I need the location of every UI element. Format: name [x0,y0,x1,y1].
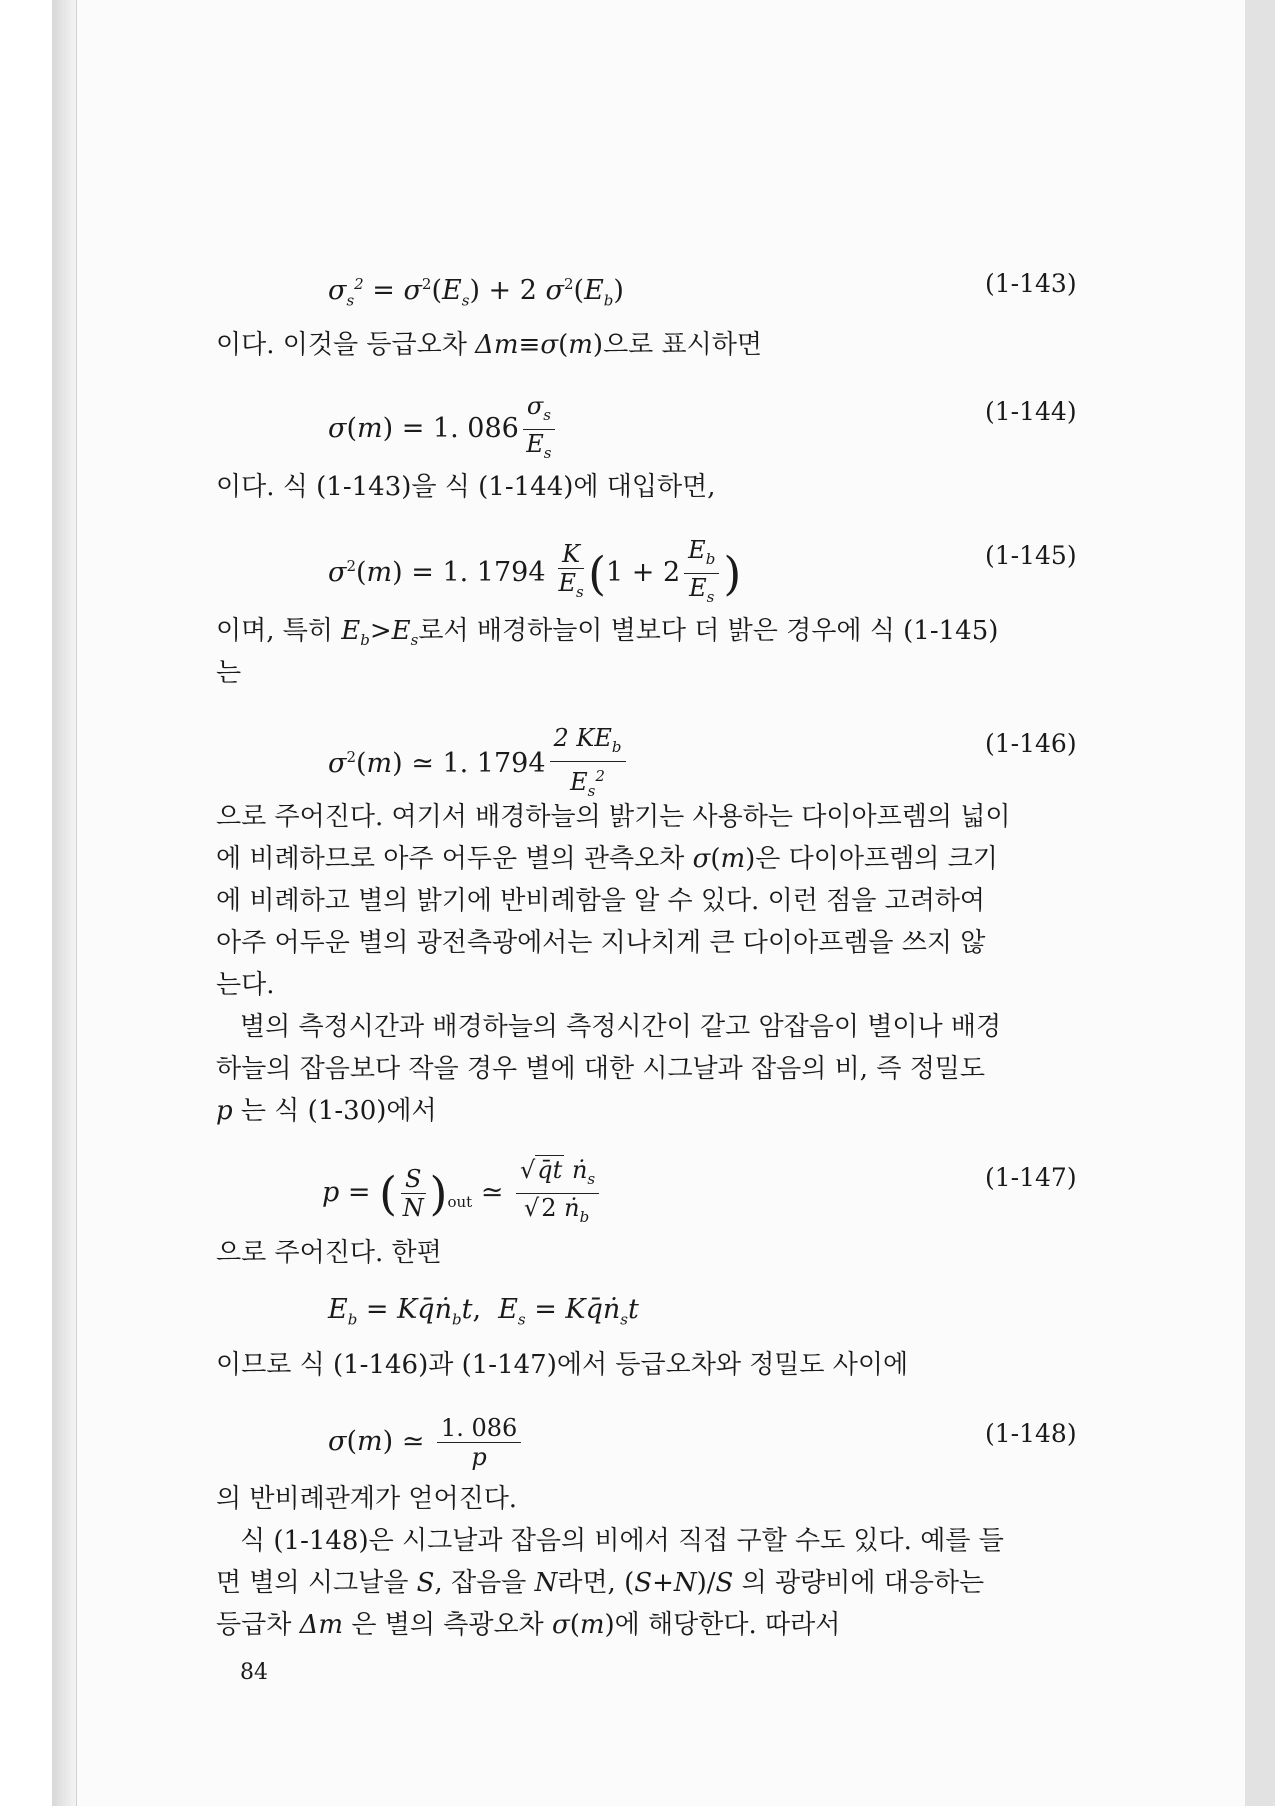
paragraph-line: 으로 주어진다. 여기서 배경하늘의 밝기는 사용하는 다이아프렘의 넓이 [216,802,1011,832]
paragraph-line: 이다. 식 (1-143)을 식 (1-144)에 대입하면, [216,472,716,502]
equation-1-144: σ(m) = 1. 086 $\frac{\sigma_s}{E_s}$ [328,392,559,467]
equation-number: (1-148) [985,1419,1077,1448]
paragraph-line: 으로 주어진다. 한편 [216,1238,442,1268]
paragraph-line: 등급차 Δm 은 별의 측광오차 σ(m)에 해당한다. 따라서 [216,1610,841,1640]
equation-number: (1-143) [985,269,1077,298]
paragraph-line: 하늘의 잡음보다 작을 경우 별에 대한 시그날과 잡음의 비, 즉 정밀도 [216,1054,986,1084]
equation-1-143: $\sigma_s^2 = \sigma^2(E_s) + 2$ $\sigma^2(E_b)$ [328,275,624,310]
paragraph-line: 의 반비례관계가 얻어진다. [216,1484,518,1514]
equation-number: (1-146) [985,729,1077,758]
paragraph-line: 이므로 식 (1-146)과 (1-147)에서 등급오차와 정밀도 사이에 [216,1350,909,1380]
paragraph-line: 별의 측정시간과 배경하늘의 측정시간이 같고 암잡음이 별이나 배경 [240,1012,1002,1042]
equation-1-145: $\sigma^2(m) = 1$. 1794 $\frac{K}{E_s}$ (1 + 2 $\frac{E_b}{E_s}$ ) [328,536,742,606]
paragraph-line: 이다. 이것을 등급오차 Δm≡σ(m)으로 표시하면 [216,330,763,360]
equation-inline: $E_b$ = Kq̄ṅ$_b$t, $E_s$ = Kq̄ṅ$_s$t [328,1294,639,1329]
paragraph-line: 에 비례하므로 아주 어두운 별의 관측오차 σ(m)은 다이아프렘의 크기 [216,844,998,874]
equation-1-146: $\sigma^2(m)$ ≃ 1. 1794 $\frac{2 KE_b}{E_s^2}$ [328,724,630,805]
paragraph-line: 는 [216,658,242,688]
paragraph-line: p 는 식 (1-30)에서 [216,1096,437,1126]
book-spine [52,0,76,1806]
equation-1-147: p = ( $\frac{S}{N}$ )$_{out}$ ≃ $\frac{√q̄t ṅ_s}{√2 ṅ_b}$ [322,1156,603,1231]
paragraph-line: 면 별의 시그날을 S, 잡음을 N라면, (S+N)/S 의 광량비에 대응하는 [216,1568,985,1598]
page-edge [1245,0,1275,1806]
equation-number: (1-144) [985,397,1077,426]
page-number: 84 [240,1660,268,1685]
paragraph-line: 에 비례하고 별의 밝기에 반비례함을 알 수 있다. 이런 점을 고려하여 [216,886,986,916]
paragraph-line: 이며, 특히 $E_b>E_s$로서 배경하늘이 별보다 더 밝은 경우에 식 (1-145) [216,616,999,650]
paragraph-line: 는다. [216,970,275,1000]
equation-1-148: σ(m) ≃ $\frac{1. 086}{p}$ [328,1414,525,1471]
equation-number: (1-147) [985,1163,1077,1192]
equation-number: (1-145) [985,541,1077,570]
paragraph-line: 아주 어두운 별의 광전측광에서는 지나치게 큰 다이아프렘을 쓰지 않 [216,928,986,958]
paragraph-line: 식 (1-148)은 시그날과 잡음의 비에서 직접 구할 수도 있다. 예를 들 [240,1526,1004,1556]
